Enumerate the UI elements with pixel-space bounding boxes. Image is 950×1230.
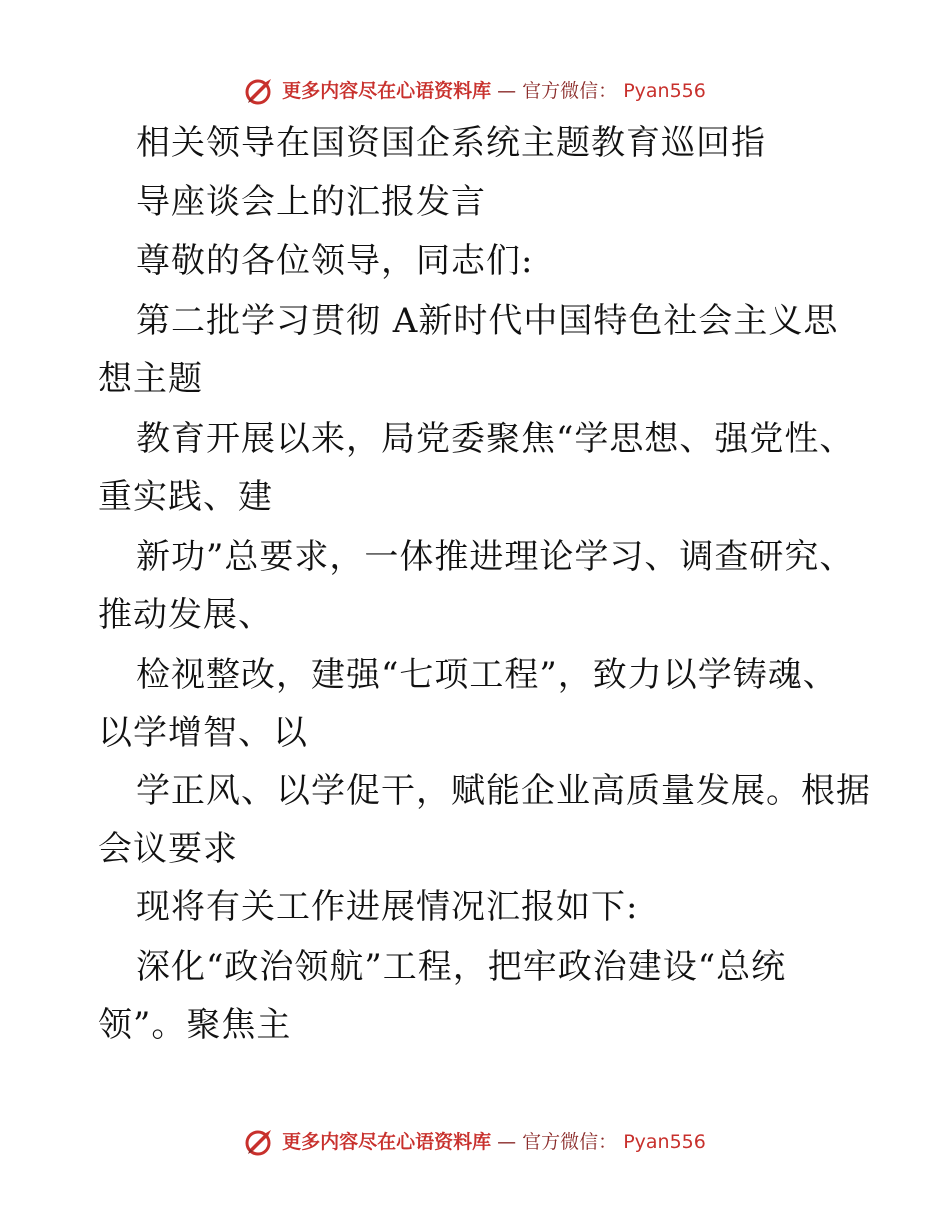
text-line: 第二批学习贯彻 A新时代中国特色社会主义思 bbox=[136, 301, 839, 341]
text-line: 现将有关工作进展情况汇报如下: bbox=[136, 887, 639, 927]
pen-logo-icon bbox=[244, 1127, 276, 1157]
banner-wechat-label: 官方微信： bbox=[522, 80, 618, 102]
banner-wechat-label: 官方微信： bbox=[522, 1131, 618, 1153]
text-line: 学正风、以学促干，赋能企业高质量发展。根据 bbox=[136, 771, 871, 811]
banner-dash: — bbox=[497, 80, 517, 102]
text-line: 想主题 bbox=[98, 359, 203, 399]
text-line: 以学增智、以 bbox=[98, 713, 308, 753]
text-line: 相关领导在国资国企系统主题教育巡回指 bbox=[136, 123, 766, 163]
text-line: 领”。聚焦主 bbox=[98, 1005, 292, 1045]
banner-dash: — bbox=[497, 1131, 517, 1153]
pen-logo-icon bbox=[244, 76, 276, 106]
text-line: 尊敬的各位领导，同志们: bbox=[136, 241, 534, 281]
text-line: 深化“政治领航”工程，把牢政治建设“总统 bbox=[136, 947, 787, 987]
text-line: 重实践、建 bbox=[98, 477, 273, 517]
text-line: 教育开展以来，局党委聚焦“学思想、强党性、 bbox=[136, 419, 855, 459]
text-line: 导座谈会上的汇报发言 bbox=[136, 182, 486, 222]
banner-main-text: 更多内容尽在心语资料库 bbox=[282, 80, 492, 102]
text-line: 会议要求 bbox=[98, 829, 238, 869]
text-line: 新功”总要求，一体推进理论学习、调查研究、 bbox=[136, 537, 855, 577]
banner-main-text: 更多内容尽在心语资料库 bbox=[282, 1131, 492, 1153]
banner-wechat-id: Pyan556 bbox=[623, 1131, 706, 1153]
text-line: 推动发展、 bbox=[98, 595, 273, 635]
header-banner bbox=[0, 76, 950, 106]
text-line: 检视整改，建强“七项工程”，致力以学铸魂、 bbox=[136, 655, 838, 695]
footer-banner bbox=[0, 1127, 950, 1157]
banner-wechat-id: Pyan556 bbox=[623, 80, 706, 102]
